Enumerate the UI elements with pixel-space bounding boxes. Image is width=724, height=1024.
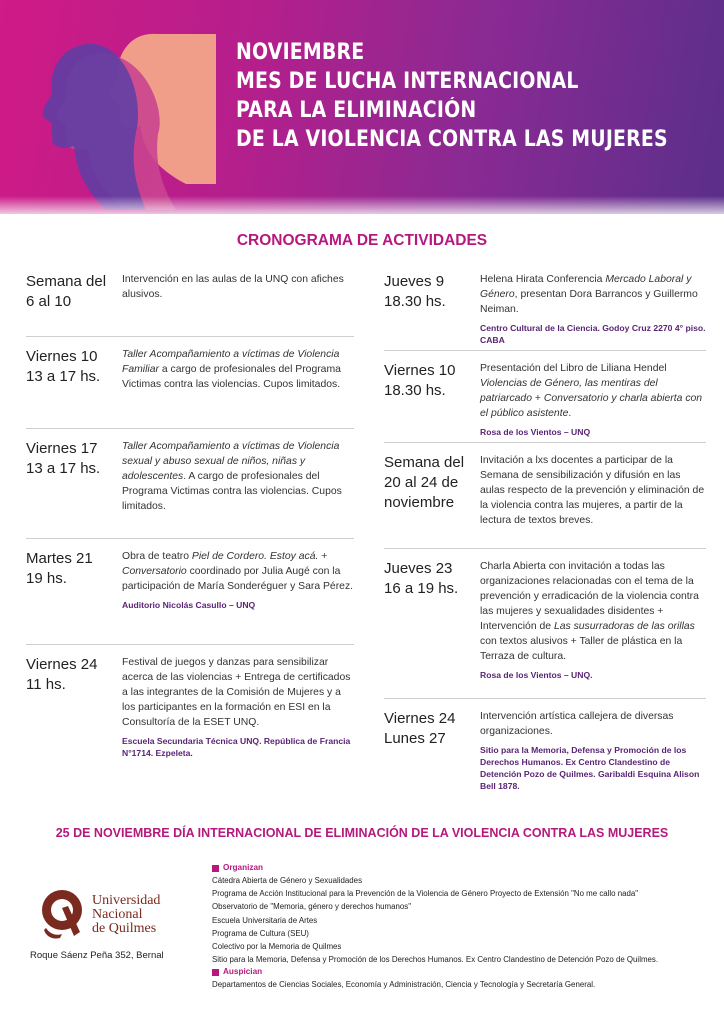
description-italic-text: Taller Acompañamiento a víctimas de Violencia Familiar [122, 349, 340, 375]
schedule-date [384, 709, 455, 749]
description-text: Invitación a lxs docentes a participar de la Semana de sensibilización y difusión en las aulas respecto de la prevención y eliminación de la violencia contra las mujeres, a partir de la lectura de textos breves. [480, 455, 705, 526]
header-banner [0, 0, 724, 214]
schedule-date-line: 16 a 19 hs. [384, 580, 459, 597]
schedule-description [480, 453, 706, 528]
description-text: coordinado por Julia Augé con la participación de María Sonderéguer y Sara Pérez. [122, 566, 354, 592]
unq-logo-text [92, 894, 160, 936]
schedule-description [122, 655, 354, 759]
schedule-description [480, 361, 706, 438]
schedule-venue: Rosa de los Vientos – UNQ [480, 427, 591, 437]
schedule-date-line: Viernes 24 [384, 710, 456, 727]
schedule-date-line: Semana del [26, 273, 107, 290]
schedule-date-line: 13 a 17 hs. [26, 368, 101, 385]
square-bullet-icon [212, 969, 219, 976]
unq-logo-mark-icon [40, 888, 86, 940]
schedule-date-line: Semana del [384, 454, 465, 471]
schedule-venue: Rosa de los Vientos – UNQ. [480, 670, 593, 680]
schedule-date [26, 272, 106, 312]
description-italic-text: Taller Acompañamiento a víctimas de Violencia sexual y abuso sexual de niños, niñas y adolescentes [122, 441, 340, 482]
description-text: Obra de teatro [122, 551, 192, 562]
schedule-date [26, 655, 97, 695]
credits-line: Observatorio de "Memoria, género y derechos humanos" [212, 902, 412, 912]
schedule-item [384, 442, 706, 548]
organizan-list [212, 874, 712, 966]
schedule-date-line: 18.30 hs. [384, 382, 446, 399]
schedule-date-line: Viernes 10 [26, 348, 98, 365]
description-text: Intervención artística callejera de diversas organizaciones. [480, 711, 674, 737]
schedule-venue: Centro Cultural de la Ciencia. Godoy Cruz 2270 4° piso. CABA [480, 323, 706, 345]
header-title-line: NOVIEMBRE [236, 40, 365, 65]
schedule-item [384, 548, 706, 698]
description-text: Charla Abierta con invitación a todas las organizaciones relacionadas con el tema de la prevención y erradicación de la violencia contra las mujeres y sexualidades disidentes + Intervención de [480, 561, 699, 632]
address: Roque Sáenz Peña 352, Bernal [30, 950, 164, 961]
schedule-description [480, 709, 706, 792]
schedule-date-line: 13 a 17 hs. [26, 460, 101, 477]
schedule-item [26, 266, 354, 336]
header-title-line: PARA LA ELIMINACIÓN [236, 98, 477, 123]
description-italic-text: Piel de Cordero. Estoy acá. [191, 551, 319, 562]
description-text: Intervención en las aulas de la UNQ con afiches alusivos. [122, 274, 344, 300]
schedule-date-line: 6 al 10 [26, 293, 72, 310]
credits-line: Departamentos de Ciencias Sociales, Economía y Administración, Ciencia y Tecnología y Secretaría General. [212, 980, 596, 990]
schedule-date [384, 453, 464, 513]
schedule-date-line: Martes 21 [26, 550, 93, 567]
header-title-line: DE LA VIOLENCIA CONTRA LAS MUJERES [236, 127, 668, 152]
schedule-date-line: 11 hs. [26, 676, 66, 693]
credits-line: Programa de Acción Institucional para la Prevención de la Violencia de Género Proyecto de Extensión "No me callo nada" [212, 889, 639, 899]
credits [212, 862, 712, 992]
women-profiles-illustration [36, 14, 216, 214]
description-italic-text: Mercado Laboral y Género [480, 274, 692, 300]
schedule-date [26, 549, 93, 589]
schedule-item [26, 538, 354, 644]
schedule-item [26, 644, 354, 782]
auspician-label: Auspician [223, 967, 263, 977]
schedule-left-column [26, 266, 354, 782]
square-bullet-icon [212, 865, 219, 872]
credits-line: Cátedra Abierta de Género y Sexualidades [212, 876, 363, 885]
logo-line: de Quilmes [92, 921, 157, 936]
description-text: + [318, 551, 328, 562]
description-text: Helena Hirata Conferencia [480, 274, 606, 285]
schedule-date [384, 361, 455, 401]
credits-line: Sitio para la Memoria, Defensa y Promoción de los Derechos Humanos. Ex Centro Clandestino de Detención Pozo de Quilmes. [212, 955, 659, 965]
schedule-description [480, 559, 706, 681]
description-text: Presentación del Libro de Liliana Hendel [480, 363, 667, 374]
schedule-description [122, 439, 354, 514]
schedule-item [384, 698, 706, 798]
description-italic-text: Conversatorio y charla abierta con el público asistente [480, 393, 703, 419]
credits-line: Programa de Cultura (SEU) [212, 928, 309, 938]
credits-line: Escuela Universitaria de Artes [212, 915, 318, 925]
schedule-title: CRONOGRAMA DE ACTIVIDADES [236, 232, 488, 249]
schedule-date [26, 347, 100, 387]
description-text: + [531, 393, 544, 404]
organizan-label: Organizan [223, 863, 264, 872]
schedule-venue: Sitio para la Memoria, Defensa y Promoción de los Derechos Humanos. Ex Centro Clandestino de Detención Pozo de Quilmes. Garibaldi Esquina Alison Bell 1878. [480, 745, 700, 791]
header-fade [0, 196, 724, 220]
schedule-description [122, 347, 354, 392]
schedule-date-line: 19 hs. [26, 570, 67, 587]
auspician-heading [212, 966, 712, 978]
description-text: . [568, 408, 572, 419]
credits-line: Colectivo por la Memoria de Quilmes [212, 942, 342, 952]
schedule-description [122, 549, 354, 611]
description-italic-text: Conversatorio [122, 566, 187, 577]
schedule-item [384, 266, 706, 350]
description-text: a cargo de profesionales del Programa Victimas contra las violencias. Cupos limitados. [122, 364, 341, 390]
description-text: con textos alusivos + Taller de plástica en la Terraza de cultura. [480, 636, 683, 662]
schedule-date-line: Lunes 27 [384, 730, 446, 747]
description-italic-text: Violencias de Género, las mentiras del patriarcado [480, 378, 658, 404]
schedule-description [480, 272, 706, 346]
header-title-line: MES DE LUCHA INTERNACIONAL [236, 69, 579, 94]
description-text: Festival de juegos y danzas para sensibilizar acerca de las violencias + Entrega de certificados a las integrantes de la Comisión de Mujeres y a los participantes en la formación en ESI en la Consultoría de la ESET UNQ. [122, 657, 351, 728]
unq-logo [40, 888, 190, 942]
schedule-date-line: noviembre [384, 494, 455, 511]
schedule-date-line: Viernes 10 [384, 362, 456, 379]
logo-line: Universidad [92, 893, 161, 908]
logo-line: Nacional [92, 907, 143, 922]
description-text: . A cargo de profesionales del Programa Victimas contra las violencias. Cupos limitados. [122, 471, 342, 512]
description-text: , presentan Dora Barrancos y Guillermo Neiman. [480, 289, 698, 315]
schedule-item [26, 336, 354, 428]
schedule-item [26, 428, 354, 538]
schedule-date-line: Viernes 17 [26, 440, 98, 457]
header-title [236, 38, 706, 154]
schedule-date-line: 20 al 24 de [384, 474, 459, 491]
schedule-venue: Escuela Secundaria Técnica UNQ. República de Francia N°1714. Ezpeleta. [122, 736, 351, 758]
schedule-date-line: Jueves 9 [384, 273, 445, 290]
schedule-date-line: Viernes 24 [26, 656, 98, 673]
schedule-description [122, 272, 354, 302]
schedule-date [384, 272, 446, 312]
schedule-date-line: 18.30 hs. [384, 293, 446, 310]
schedule-venue: Auditorio Nicolás Casullo – UNQ [122, 600, 256, 610]
schedule-date [26, 439, 100, 479]
schedule-date-line: Jueves 23 [384, 560, 453, 577]
auspician-list [212, 978, 712, 991]
footer-title: 25 DE NOVIEMBRE DÍA INTERNACIONAL DE ELIMINACIÓN DE LA VIOLENCIA CONTRA LAS MUJERES [55, 826, 669, 840]
schedule-right-column [384, 266, 706, 798]
schedule-date [384, 559, 458, 599]
organizan-heading [212, 862, 712, 874]
description-italic-text: Las susurradoras de las orillas [553, 621, 695, 632]
schedule-item [384, 350, 706, 442]
